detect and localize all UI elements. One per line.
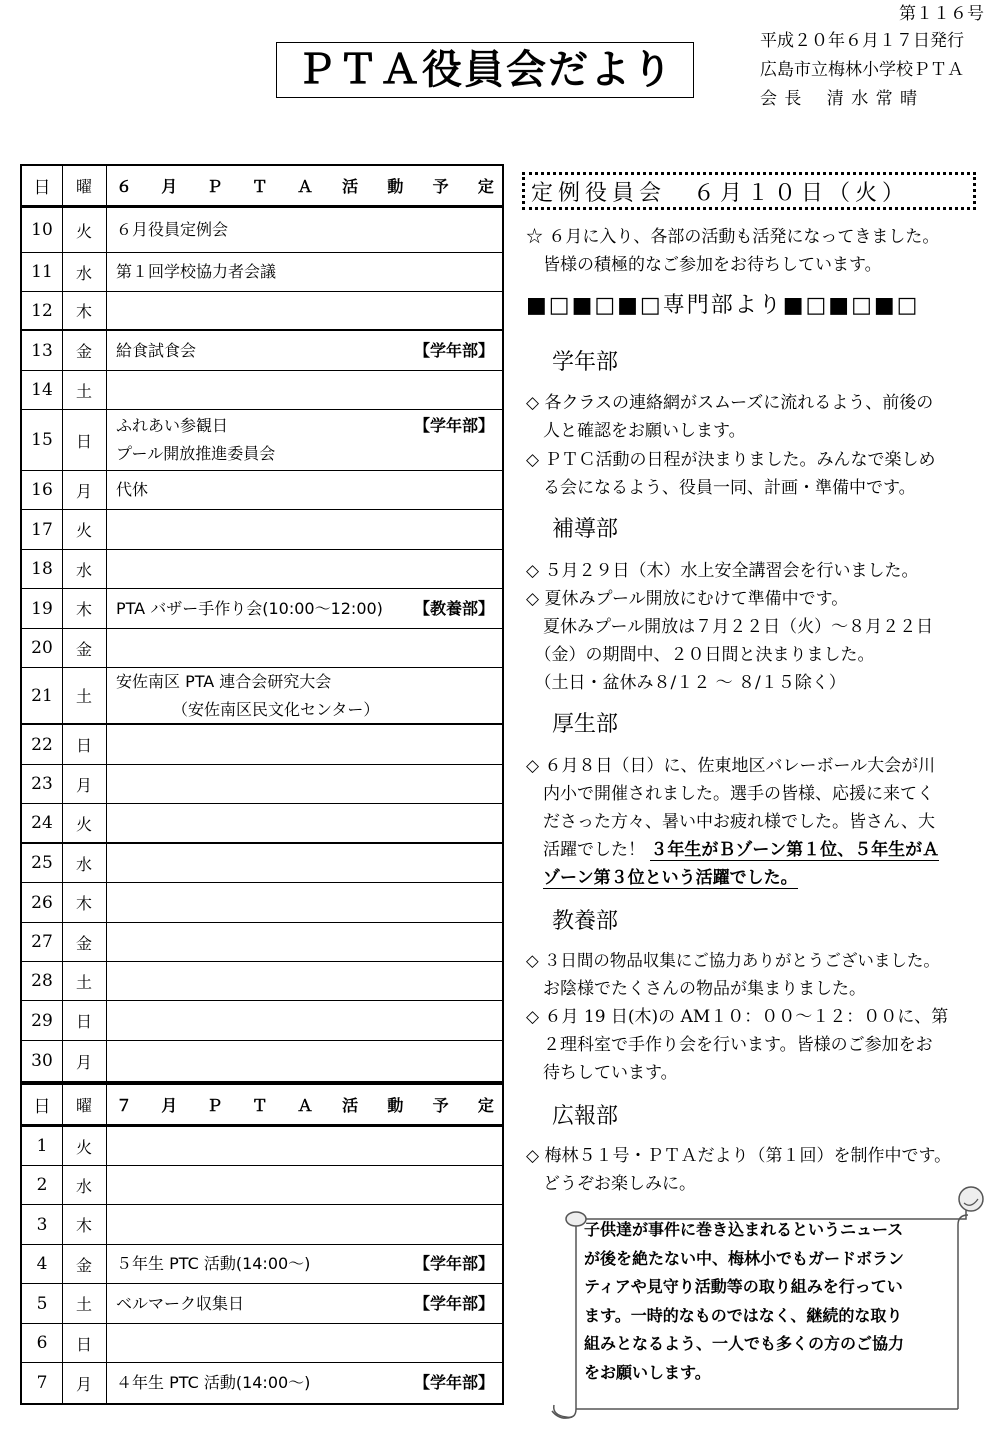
section-heading-kouhou: 広報部	[552, 1104, 619, 1129]
june-weekday: 金	[62, 923, 107, 961]
july-event-text: ４年生 PTC 活動(14:00～)	[116, 1373, 311, 1392]
july-weekday: 水	[62, 1166, 107, 1204]
june-weekday: 金	[62, 331, 107, 370]
president-name: 会 長 清 水 常 晴	[760, 89, 919, 109]
newsletter-title-box	[276, 42, 694, 98]
july-title-char: 予	[432, 1096, 449, 1115]
june-event-cell	[106, 510, 502, 549]
june-event-text: 給食試食会	[116, 340, 197, 360]
july-weekday: 月	[62, 1363, 107, 1403]
june-header-row	[22, 166, 502, 208]
june-event-cell	[106, 883, 502, 922]
june-schedule-table	[20, 164, 504, 1083]
june-department-tag: 【学年部】	[413, 340, 494, 360]
july-title-char: Ｔ	[251, 1096, 268, 1115]
june-weekday: 火	[62, 510, 107, 549]
june-event-text: 安佐南区 PTA 連合会研究大会	[116, 671, 332, 691]
june-row	[22, 765, 502, 804]
june-row	[22, 844, 502, 883]
june-weekday: 水	[62, 253, 107, 291]
july-header-row	[22, 1085, 502, 1127]
june-row	[22, 510, 502, 550]
july-day-number: 5	[22, 1284, 63, 1323]
july-title-char: Ａ	[296, 1096, 313, 1115]
june-event-cell	[106, 1041, 502, 1081]
hodou-line: 夏休みプール開放は７月２２日（火）～８月２２日	[526, 617, 934, 637]
july-event-cell	[106, 1127, 502, 1165]
july-event-cell	[106, 1205, 502, 1244]
july-title-char: 月	[161, 1096, 178, 1115]
section-heading-kousei: 厚生部	[552, 712, 619, 737]
june-event-cell	[106, 471, 502, 509]
gakunen-line: ◇ 各クラスの連絡網がスムーズに流れるよう、前後の	[526, 393, 934, 413]
july-event-text: ベルマーク収集日	[116, 1293, 245, 1313]
june-event-cell	[106, 962, 502, 1000]
june-weekday: 土	[62, 668, 107, 723]
scroll-line: ティアや見守り活動等の取り組みを行ってい	[584, 1277, 903, 1296]
june-title-char: 月	[161, 177, 178, 196]
july-department-tag: 【学年部】	[413, 1293, 494, 1313]
kyouyou-line: お陰様でたくさんの物品が集まりました。	[526, 979, 866, 999]
july-row	[22, 1245, 502, 1284]
july-title-char: Ｐ	[206, 1096, 223, 1115]
june-event-cell	[106, 292, 502, 329]
june-weekday: 日	[62, 1001, 107, 1040]
june-day-number: 25	[22, 844, 63, 882]
june-day-number: 18	[22, 550, 63, 588]
kousei-highlight-1: ３年生がＢゾーン第１位、５年生がＡ	[650, 840, 940, 860]
june-row	[22, 331, 502, 371]
scroll-line: 組みとなるよう、一人でも多くの方のご協力	[584, 1334, 905, 1353]
june-event-cell	[106, 371, 502, 409]
issue-date: 平成２０年６月１７日発行	[760, 31, 964, 51]
june-event-cell	[106, 668, 502, 723]
june-event-cell	[106, 844, 502, 882]
june-event-cell	[106, 208, 502, 252]
june-event-text: （安佐南区民文化センター）	[172, 699, 380, 719]
june-table-title	[106, 166, 502, 205]
kyouyou-line: 待ちしています。	[526, 1063, 678, 1083]
july-title-char: 動	[387, 1096, 404, 1115]
july-weekday: 土	[62, 1284, 107, 1323]
senmon-bu-heading: ■□■□■□専門部より■□■□■□	[526, 293, 920, 318]
gakunen-line: 人と確認をお願いします。	[526, 421, 746, 441]
june-event-cell	[106, 923, 502, 961]
hodou-line: ◇ ５月２９日（木）水上安全講習会を行いました。	[526, 561, 919, 581]
june-day-number: 19	[22, 589, 63, 628]
june-weekday: 水	[62, 844, 107, 882]
july-col-day-header: 日	[22, 1085, 63, 1124]
june-event-cell	[106, 253, 502, 291]
june-day-number: 23	[22, 765, 63, 803]
june-event-cell	[106, 331, 502, 370]
july-title-char: 活	[342, 1096, 359, 1115]
june-event-text: 代休	[116, 480, 149, 499]
june-weekday: 火	[62, 804, 107, 842]
june-col-weekday-header: 曜	[62, 166, 107, 205]
july-row	[22, 1127, 502, 1166]
june-weekday: 日	[62, 725, 107, 764]
june-row	[22, 923, 502, 962]
kyouyou-line: ２理科室で手作り会を行います。皆様のご参加をお	[526, 1035, 933, 1055]
june-row	[22, 668, 502, 725]
june-title-char: Ａ	[296, 177, 313, 196]
june-day-number: 30	[22, 1041, 63, 1081]
july-weekday: 金	[62, 1245, 107, 1283]
july-day-number: 2	[22, 1166, 63, 1204]
july-weekday: 火	[62, 1127, 107, 1165]
june-day-number: 15	[22, 410, 63, 470]
june-row	[22, 410, 502, 471]
july-event-cell	[106, 1245, 502, 1283]
july-row	[22, 1284, 502, 1324]
june-row	[22, 471, 502, 510]
june-day-number: 24	[22, 804, 63, 842]
june-row	[22, 962, 502, 1001]
june-row	[22, 253, 502, 292]
june-row	[22, 550, 502, 589]
july-day-number: 4	[22, 1245, 63, 1283]
july-event-cell	[106, 1363, 502, 1403]
hodou-line: （土日・盆休み８/１２ ～ ８/１５除く）	[526, 673, 846, 693]
kousei-line-4-prefix: 活躍でした！	[526, 840, 645, 860]
june-row	[22, 1001, 502, 1041]
section-heading-kyouyou: 教養部	[552, 909, 619, 934]
kousei-highlight-2: ゾーン第３位という活躍でした。	[543, 868, 798, 888]
kouhou-line: ◇ 梅林５１号・ＰＴＡだより（第１回）を制作中です。	[526, 1146, 952, 1166]
june-day-number: 27	[22, 923, 63, 961]
july-event-cell	[106, 1324, 502, 1362]
june-day-number: 29	[22, 1001, 63, 1040]
june-event-cell	[106, 410, 502, 470]
kousei-line-4	[526, 836, 939, 865]
june-weekday: 木	[62, 883, 107, 922]
june-department-tag: 【教養部】	[413, 598, 494, 618]
july-event-text: ５年生 PTC 活動(14:00～)	[116, 1254, 311, 1273]
june-day-number: 14	[22, 371, 63, 409]
june-weekday: 土	[62, 371, 107, 409]
june-weekday: 木	[62, 292, 107, 329]
hodou-line: （金）の期間中、２０日間と決まりました。	[526, 645, 875, 665]
july-day-number: 7	[22, 1363, 63, 1403]
july-schedule-table	[20, 1083, 504, 1405]
june-row	[22, 1041, 502, 1081]
kousei-line: ◇ ６月８日（日）に、佐東地区バレーボール大会が川	[526, 756, 936, 776]
gakunen-line: ◇ ＰＴＣ活動の日程が決まりました。みんなで楽しめ	[526, 450, 936, 470]
june-event-text: PTA バザー手作り会(10:00～12:00)	[116, 598, 383, 618]
scroll-line: をお願いします。	[584, 1362, 711, 1382]
june-title-char: 予	[432, 177, 449, 196]
july-day-number: 6	[22, 1324, 63, 1362]
july-day-number: 3	[22, 1205, 63, 1244]
june-weekday: 月	[62, 1041, 107, 1081]
june-weekday: 月	[62, 765, 107, 803]
june-weekday: 木	[62, 589, 107, 628]
june-day-number: 21	[22, 668, 63, 723]
june-day-number: 20	[22, 629, 63, 667]
kouhou-line: どうぞお楽しみに。	[526, 1174, 696, 1194]
july-weekday: 日	[62, 1324, 107, 1362]
june-day-number: 10	[22, 208, 63, 252]
june-title-char: ６	[116, 177, 133, 196]
july-row	[22, 1166, 502, 1205]
scroll-line: ます。一時的なものではなく、継続的な取り	[584, 1305, 903, 1325]
july-department-tag: 【学年部】	[413, 1373, 494, 1392]
june-row	[22, 804, 502, 844]
june-day-number: 26	[22, 883, 63, 922]
june-day-number: 16	[22, 471, 63, 509]
july-event-cell	[106, 1166, 502, 1204]
intro-line-1: ☆ ６月に入り、各部の活動も活発になってきました。	[526, 227, 940, 247]
july-row	[22, 1205, 502, 1245]
june-title-char: 活	[342, 177, 359, 196]
june-title-char: 定	[477, 177, 494, 196]
june-event-cell	[106, 1001, 502, 1040]
june-row	[22, 208, 502, 253]
june-row	[22, 629, 502, 668]
june-day-number: 12	[22, 292, 63, 329]
scroll-line: 子供達が事件に巻き込まれるというニュース	[584, 1220, 904, 1239]
june-weekday: 金	[62, 629, 107, 667]
june-day-number: 13	[22, 331, 63, 370]
june-department-tag: 【学年部】	[413, 416, 494, 435]
kousei-line: ださった方々、暑い中お疲れ様でした。皆さん、大	[526, 812, 936, 832]
july-row	[22, 1324, 502, 1363]
issue-number: 第１１６号	[899, 4, 984, 24]
june-weekday: 月	[62, 471, 107, 509]
june-title-char: Ｐ	[206, 177, 223, 196]
scroll-message	[584, 1216, 970, 1387]
june-weekday: 日	[62, 410, 107, 470]
june-event-text: 第１回学校協力者会議	[116, 262, 277, 281]
july-event-cell	[106, 1284, 502, 1323]
june-event-cell	[106, 804, 502, 842]
june-row	[22, 292, 502, 331]
june-event-text: ふれあい参観日	[116, 416, 229, 435]
kousei-line-5	[526, 864, 798, 893]
june-row	[22, 725, 502, 765]
july-day-number: 1	[22, 1127, 63, 1165]
june-day-number: 17	[22, 510, 63, 549]
issuing-organization: 広島市立梅林小学校ＰＴＡ	[760, 60, 964, 80]
gakunen-line: る会になるよう、役員一同、計画・準備中です。	[526, 478, 916, 498]
july-row	[22, 1363, 502, 1403]
july-department-tag: 【学年部】	[413, 1254, 494, 1273]
june-weekday: 土	[62, 962, 107, 1000]
june-day-number: 22	[22, 725, 63, 764]
hodou-line: ◇ 夏休みプール開放にむけて準備中です。	[526, 589, 849, 609]
june-event-cell	[106, 765, 502, 803]
june-weekday: 火	[62, 208, 107, 252]
section-heading-gakunen: 学年部	[552, 350, 619, 375]
june-day-number: 11	[22, 253, 63, 291]
july-title-char: 定	[477, 1096, 494, 1115]
kousei-line: 内小で開催されました。選手の皆様、応援に来てく	[526, 784, 934, 804]
june-event-cell	[106, 550, 502, 588]
june-row	[22, 589, 502, 629]
june-row	[22, 371, 502, 410]
june-col-day-header: 日	[22, 166, 63, 205]
june-title-char: Ｔ	[251, 177, 268, 196]
june-title-char: 動	[387, 177, 404, 196]
newsletter-title: ＰＴＡ役員会だより	[296, 47, 674, 93]
july-col-weekday-header: 曜	[62, 1085, 107, 1124]
kyouyou-line: ◇ ６月 19 日(木)の AM１０：００～１２：００に、第	[526, 1007, 949, 1027]
june-weekday: 水	[62, 550, 107, 588]
kyouyou-line: ◇ ３日間の物品収集にご協力ありがとうございました。	[526, 951, 940, 970]
july-weekday: 木	[62, 1205, 107, 1244]
june-day-number: 28	[22, 962, 63, 1000]
june-event-cell	[106, 725, 502, 764]
intro-line-2: 皆様の積極的なご参加をお待ちしています。	[526, 255, 882, 275]
june-event-cell	[106, 589, 502, 628]
june-event-cell	[106, 629, 502, 667]
regular-meeting-notice: 定例役員会 ６月１０日（火）	[522, 172, 976, 210]
june-row	[22, 883, 502, 923]
section-heading-hodou: 補導部	[552, 517, 619, 542]
july-table-title	[106, 1085, 502, 1124]
june-event-text: プール開放推進委員会	[116, 444, 276, 463]
scroll-line: が後を絶たない中、梅林小でもガードボラン	[584, 1248, 905, 1268]
june-event-text: ６月役員定例会	[116, 220, 229, 239]
july-title-char: ７	[116, 1096, 133, 1115]
